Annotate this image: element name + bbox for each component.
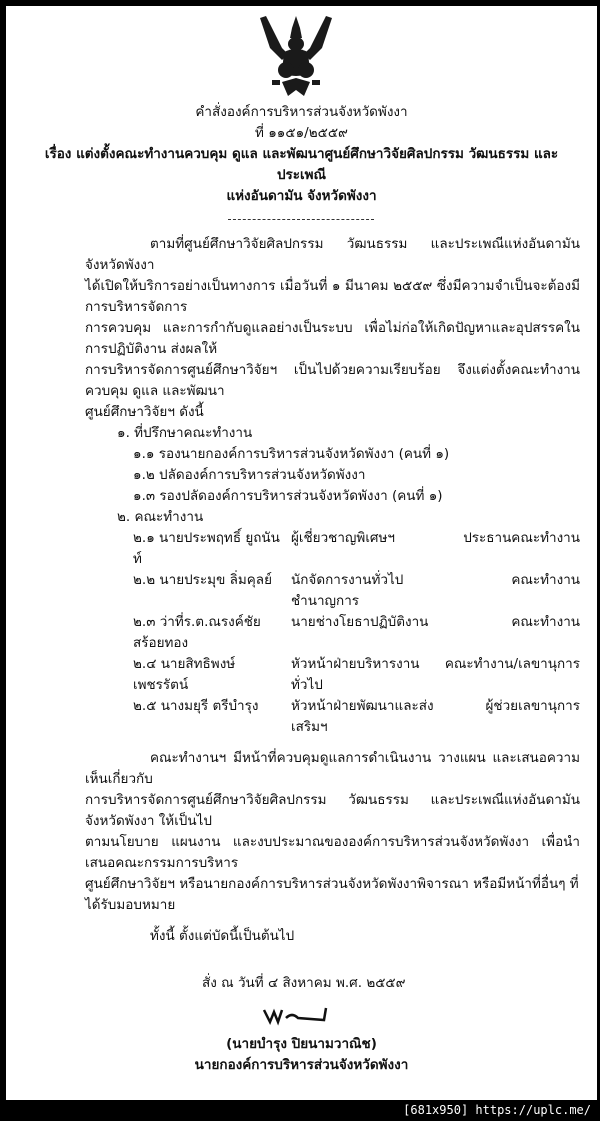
- duties-line: คณะทำงานฯ มีหน้าที่ควบคุมดูแลการดำเนินงาน วางแผน และเสนอความเห็นเกี่ยวกับ: [85, 750, 580, 787]
- member-position: หัวหน้าฝ่ายบริหารงานทั่วไป: [291, 656, 420, 693]
- garuda-emblem-icon: [252, 10, 340, 98]
- separator: [228, 219, 374, 220]
- duties-line: ตามนโยบาย แผนงาน และงบประมาณขององค์การบริหารส่วนจังหวัดพังงา เพื่อนำเสนอคณะกรรมการบริหาร: [85, 834, 580, 871]
- advisor-item: ๑.๒ ปลัดองค์การบริหารส่วนจังหวัดพังงา: [133, 467, 366, 483]
- working-group-table: [85, 528, 580, 738]
- order-title: คำสั่งองค์การบริหารส่วนจังหวัดพังงา: [195, 104, 408, 120]
- effective-statement: ทั้งนี้ ตั้งแต่บัดนี้เป็นต้นไป: [150, 928, 295, 944]
- intro-line: ศูนย์ศึกษาวิจัยฯ ดังนี้: [85, 404, 204, 420]
- ordered-date: สั่ง ณ วันที่ ๔ สิงหาคม พ.ศ. ๒๕๕๙: [202, 975, 406, 991]
- member-role: คณะทำงาน: [511, 572, 580, 588]
- subject-line-1: เรื่อง แต่งตั้งคณะทำงานควบคุม ดูแล และพัฒนาศูนย์ศึกษาวิจัยศิลปกรรม วัฒนธรรม และประเพณี: [44, 146, 559, 183]
- subject-line-2: แห่งอันดามัน จังหวัดพังงา: [226, 188, 377, 204]
- signer-title: นายกองค์การบริหารส่วนจังหวัดพังงา: [194, 1057, 409, 1073]
- member-position: นักจัดการงานทั่วไปชำนาญการ: [291, 572, 404, 609]
- member-position: หัวหน้าฝ่ายพัฒนาและส่งเสริมฯ: [291, 698, 434, 735]
- member-role: ประธานคณะทำงาน: [463, 530, 580, 546]
- member-name: ๒.๕ นางมยุรี ตรีบำรุง: [133, 698, 259, 714]
- member-name: ๒.๓ ว่าที่ร.ต.ณรงค์ชัย สร้อยทอง: [133, 614, 261, 651]
- member-name: ๒.๑ นายประพฤทธิ์ ยูถนันท์: [133, 530, 280, 567]
- signature-icon: [262, 1004, 332, 1028]
- member-position: ผู้เชี่ยวชาญพิเศษฯ: [291, 530, 395, 546]
- advisor-item: ๑.๑ รองนายกองค์การบริหารส่วนจังหวัดพังงา (คนที่ ๑): [133, 446, 450, 462]
- order-number: ที่ ๑๑๕๑/๒๕๕๙: [255, 125, 348, 141]
- member-position: นายช่างโยธาปฏิบัติงาน: [291, 614, 429, 630]
- intro-line: การควบคุม และการกำกับดูแลอย่างเป็นระบบ เพื่อไม่ก่อให้เกิดปัญหาและอุปสรรคในการปฏิบัติงาน ส่งผลให้: [85, 320, 580, 357]
- intro-line: การบริหารจัดการศูนย์ศึกษาวิจัยฯ เป็นไปด้วยความเรียบร้อย จึงแต่งตั้งคณะทำงานควบคุม ดูแล และพัฒนา: [85, 362, 580, 399]
- advisor-item: ๑.๓ รองปลัดองค์การบริหารส่วนจังหวัดพังงา (คนที่ ๑): [133, 488, 443, 504]
- member-name: ๒.๔ นายสิทธิพงษ์ เพชรรัตน์: [133, 656, 236, 693]
- intro-line: ตามที่ศูนย์ศึกษาวิจัยศิลปกรรม วัฒนธรรม และประเพณีแห่งอันดามัน จังหวัดพังงา: [85, 236, 580, 273]
- member-role: ผู้ช่วยเลขานุการ: [485, 698, 580, 714]
- duties-line: ศูนย์ศึกษาวิจัยฯ หรือนายกองค์การบริหารส่วนจังหวัดพังงาพิจารณา หรือมีหน้าที่อื่นๆ ที่ได้รับมอบหมาย: [85, 876, 579, 913]
- member-role: คณะทำงาน: [511, 614, 580, 630]
- document-page: [6, 6, 597, 1100]
- image-host-footer: [681x950] https://uplc.me/: [403, 1103, 591, 1117]
- member-role: คณะทำงาน/เลขานุการ: [444, 656, 580, 672]
- duties-line: การบริหารจัดการศูนย์ศึกษาวิจัยศิลปกรรม วัฒนธรรม และประเพณีแห่งอันดามัน จังหวัดพังงา ให้เป็นไป: [85, 792, 580, 829]
- intro-line: ได้เปิดให้บริการอย่างเป็นทางการ เมื่อวันที่ ๑ มีนาคม ๒๕๕๙ ซึ่งมีความจำเป็นจะต้องมีการบริหารจัดการ: [85, 278, 580, 315]
- signer-name: (นายบำรุง ปิยนามวาณิช): [226, 1036, 377, 1052]
- member-name: ๒.๒ นายประมุข ลิ่มคุลย์: [133, 572, 272, 588]
- section-2-heading: ๒. คณะทำงาน: [117, 509, 204, 525]
- section-1-heading: ๑. ที่ปรึกษาคณะทำงาน: [117, 425, 253, 441]
